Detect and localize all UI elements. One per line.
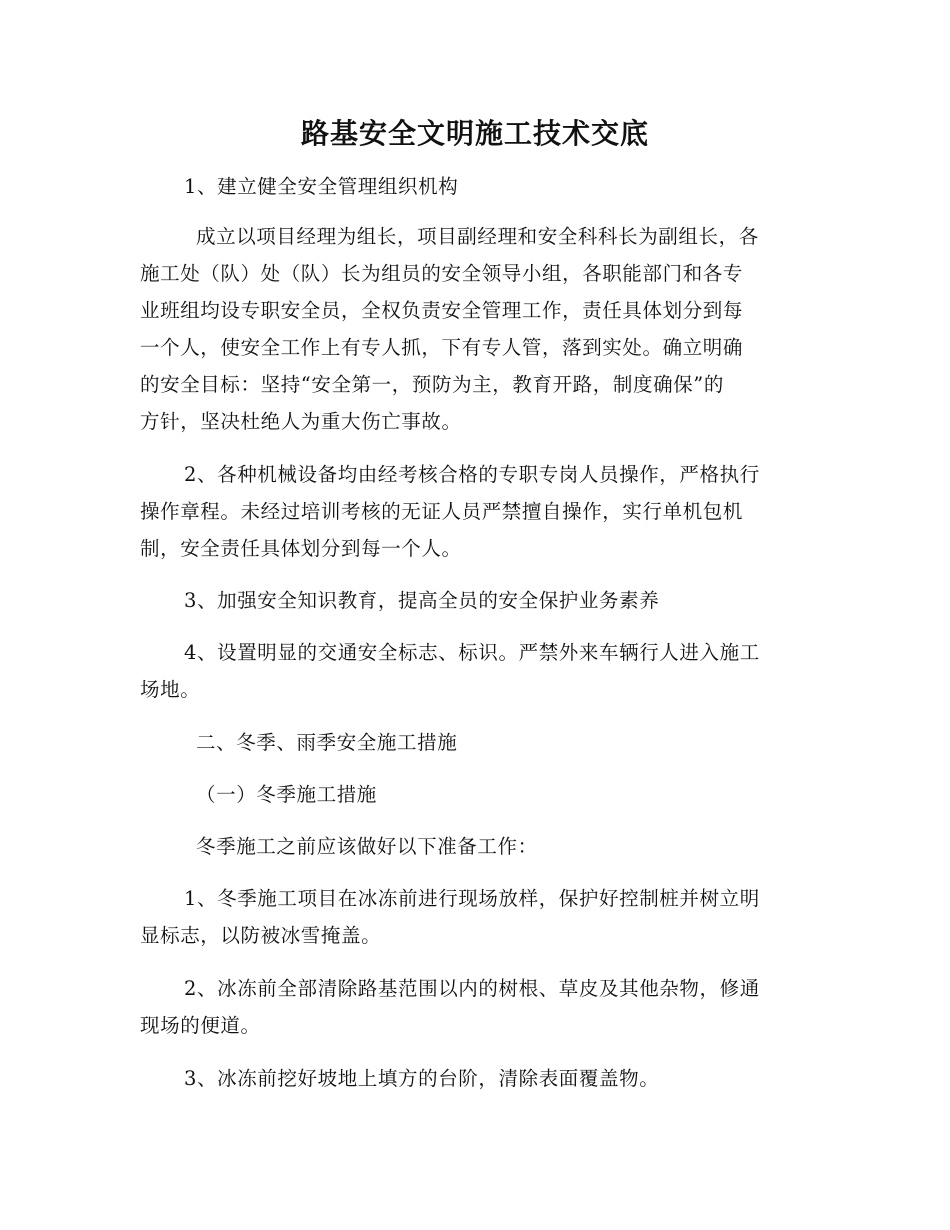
paragraph-7 [140, 880, 810, 954]
paragraph-8 [140, 970, 810, 1044]
paragraph-3 [140, 456, 810, 567]
text-line: 操作章程。未经过培训考核的无证人员严禁擅自操作，实行单机包机 [140, 500, 744, 523]
text-line: 1、冬季施工项目在冰冻前进行现场放样，保护好控制桩并树立明 [184, 887, 760, 910]
text-line: 1、建立健全安全管理组织机构 [184, 175, 459, 198]
paragraph-6 [140, 828, 866, 865]
text-line: 制，安全责任具体划分到每一个人。 [140, 537, 462, 560]
text-line: 业班组均设专职安全员，全权负责安全管理工作，责任具体划分到每 [140, 299, 744, 322]
text-line: 显标志，以防被冰雪掩盖。 [140, 924, 382, 947]
text-line: 方针，坚决杜绝人为重大伤亡事故。 [140, 410, 462, 433]
paragraph-9 [140, 1060, 854, 1097]
text-line: 4、设置明显的交通安全标志、标识。严禁外来车辆行人进入施工 [184, 641, 760, 664]
text-line: 3、冰冻前挖好坡地上填方的台阶，清除表面覆盖物。 [184, 1067, 660, 1090]
paragraph-4 [140, 582, 854, 619]
text-line: 3、加强安全知识教育，提高全员的安全保护业务素养 [184, 589, 660, 612]
paragraph-2 [140, 218, 810, 440]
paragraph-1 [140, 168, 854, 205]
text-line: 成立以项目经理为组长，项目副经理和安全科科长为副组长，各 [196, 225, 759, 248]
text-line: 2、冰冻前全部清除路基范围以内的树根、草皮及其他杂物，修通 [184, 977, 760, 1000]
text-line: 2、各种机械设备均由经考核合格的专职专岗人员操作，严格执行 [184, 463, 760, 486]
text-line: 施工处（队）处（队）长为组员的安全领导小组，各职能部门和各专 [140, 262, 744, 285]
text-line: 二、冬季、雨季安全施工措施 [196, 731, 458, 754]
text-line: 的安全目标：坚持“安全第一，预防为主，教育开路，制度确保”的 [140, 373, 724, 396]
section-heading [140, 724, 866, 761]
text-line: （一）冬季施工措施 [196, 783, 377, 806]
text-line: 冬季施工之前应该做好以下准备工作： [196, 835, 538, 858]
text-line: 场地。 [140, 678, 201, 701]
document-title: 路基安全文明施工技术交底 [300, 117, 649, 150]
subsection-heading [140, 776, 866, 813]
paragraph-5 [140, 634, 810, 708]
text-line: 一个人，使安全工作上有专人抓，下有专人管，落到实处。确立明确 [140, 336, 744, 359]
text-line: 现场的便道。 [140, 1014, 261, 1037]
